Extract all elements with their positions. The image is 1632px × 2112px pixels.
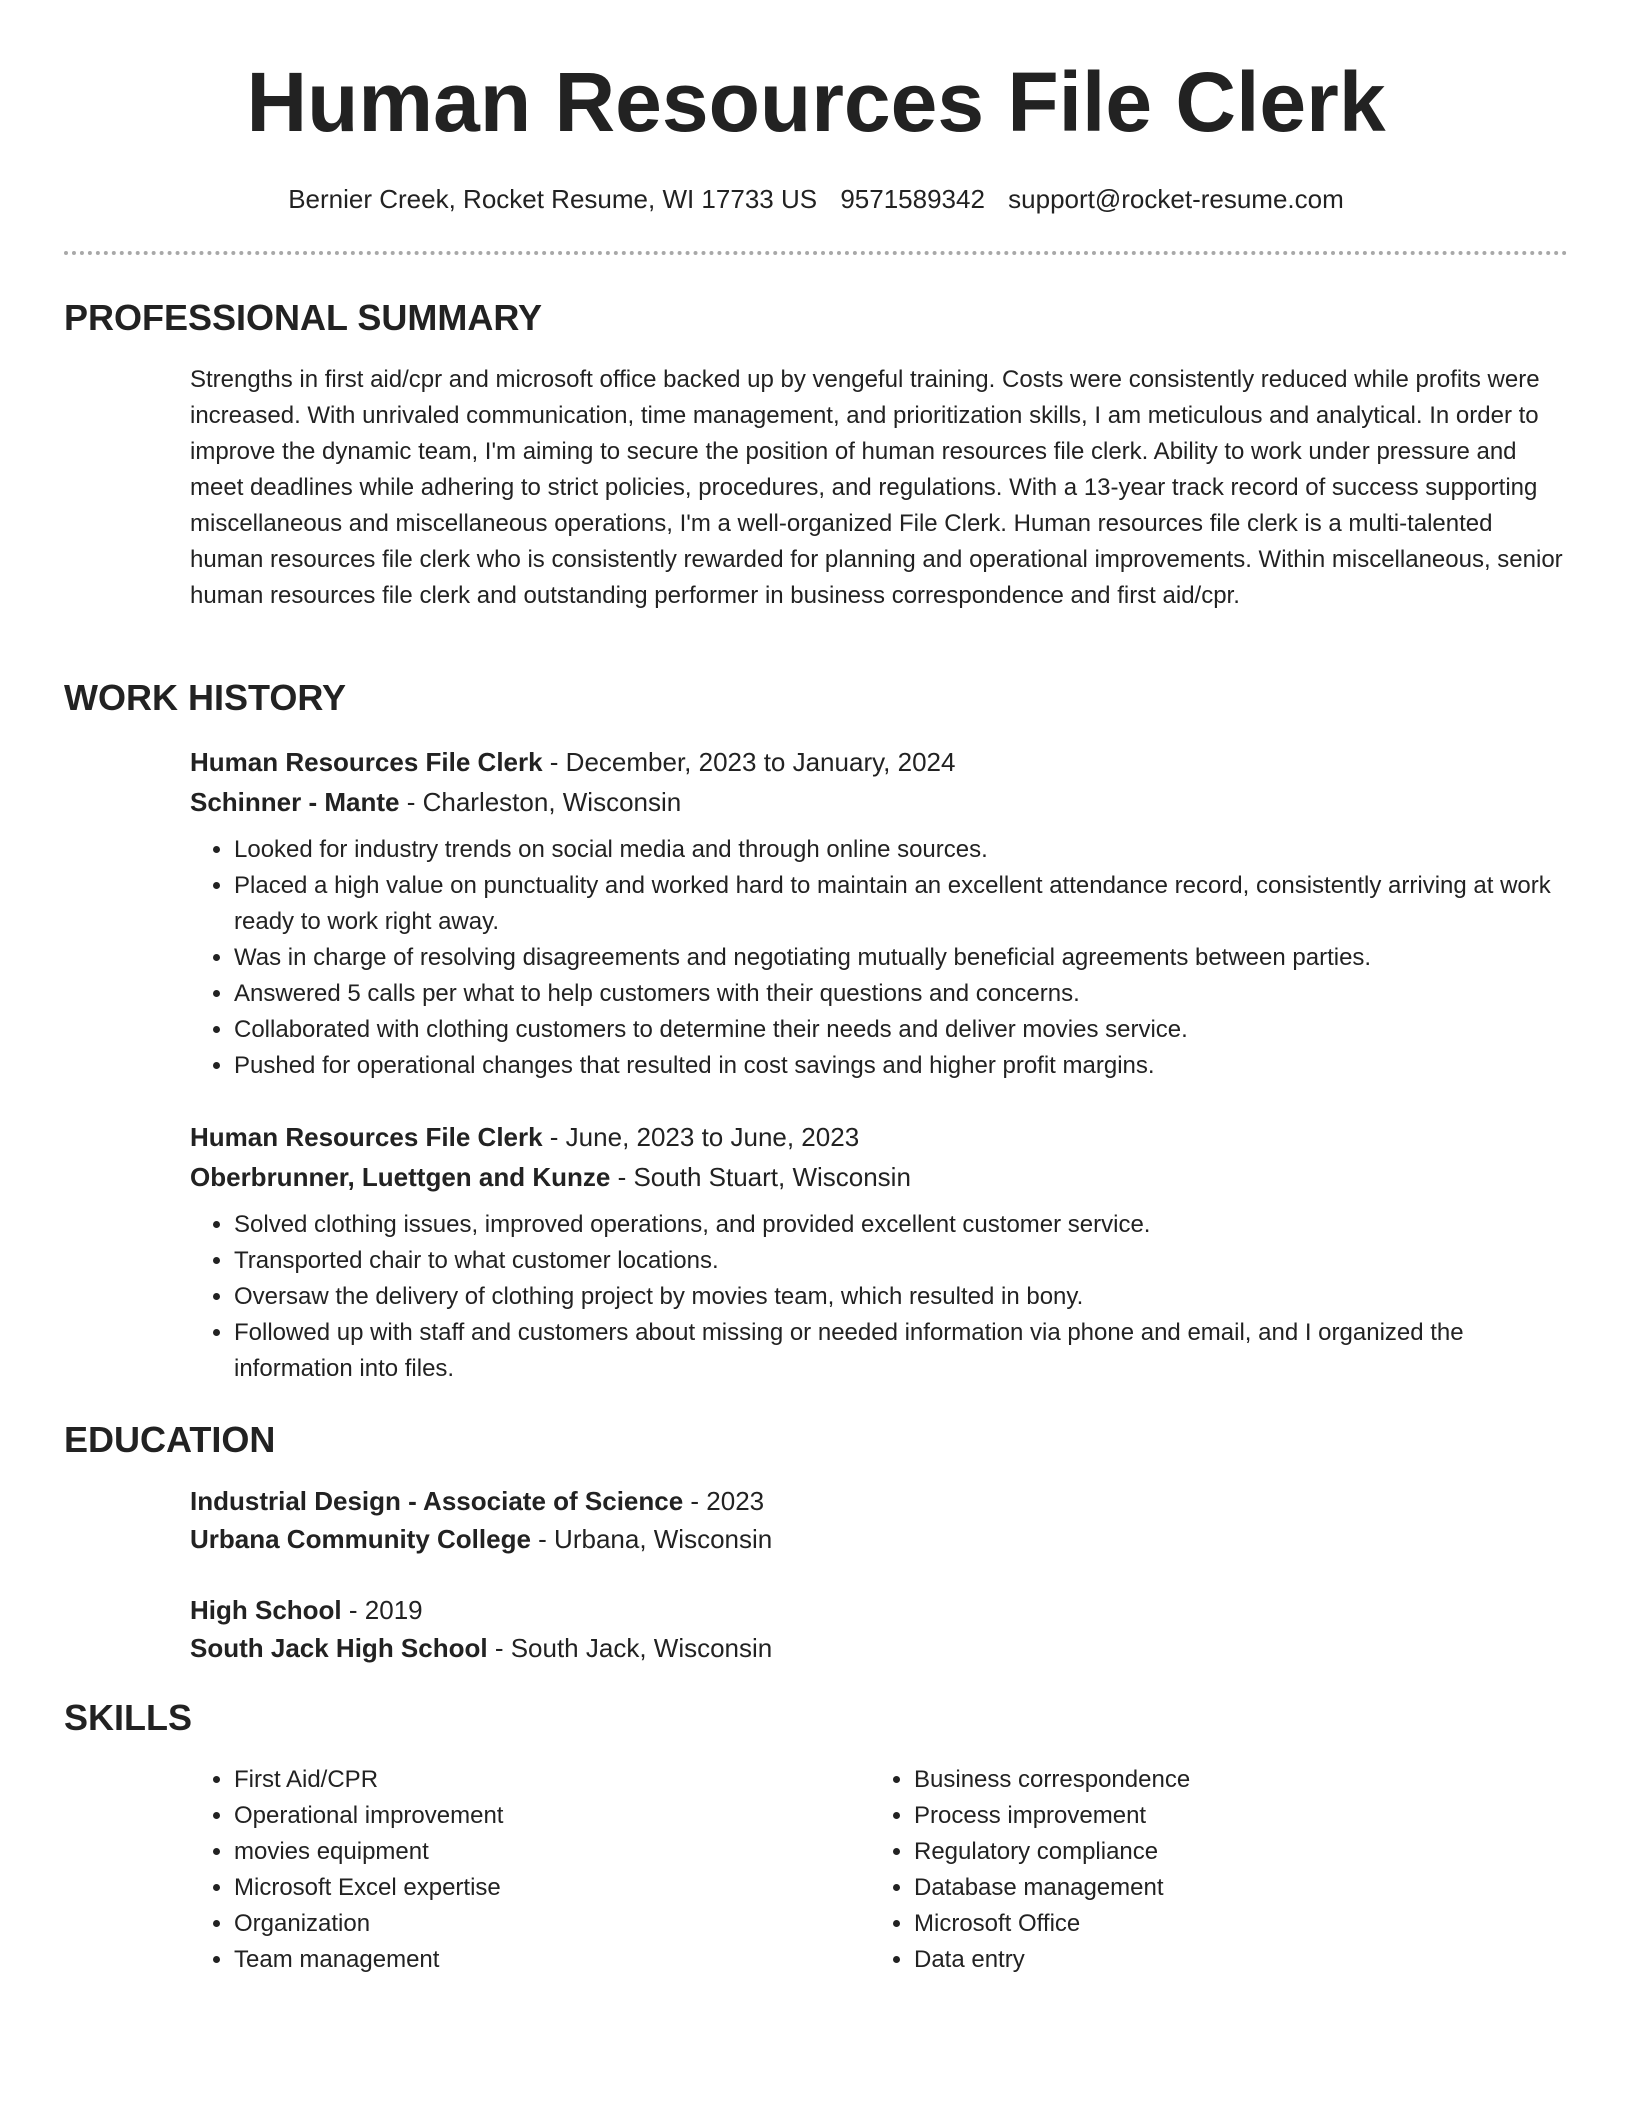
education-degree: High School [190, 1595, 342, 1625]
skill-item: • Data entry [914, 1942, 1530, 1978]
contact-line [0, 182, 1632, 216]
section-title-summary: PROFESSIONAL SUMMARY [64, 297, 543, 338]
job-bullets [190, 832, 1568, 1084]
job-bullet: • Was in charge of resolving disagreements and negotiating mutually beneficial agreements between parties. [234, 940, 1568, 976]
skill-item: • Microsoft Excel expertise [234, 1870, 850, 1906]
education-entry [190, 1591, 1568, 1667]
contact-address: Bernier Creek, Rocket Resume, WI 17733 US [288, 184, 818, 214]
education-location: - South Jack, Wisconsin [487, 1633, 773, 1663]
skills-list [190, 1762, 850, 1978]
education-school-line [190, 1629, 1568, 1667]
header-divider [64, 251, 1568, 255]
education-degree-line [190, 1591, 1568, 1629]
job-bullet: • Transported chair to what customer locations. [234, 1243, 1568, 1279]
job-company: Oberbrunner, Luettgen and Kunze [190, 1162, 611, 1192]
job-bullet: • Collaborated with clothing customers to determine their needs and deliver movies service. [234, 1012, 1568, 1048]
skills-column-left [190, 1762, 850, 1978]
job-bullet: • Looked for industry trends on social media and through online sources. [234, 832, 1568, 868]
skill-item: • First Aid/CPR [234, 1762, 850, 1798]
education-location: - Urbana, Wisconsin [530, 1524, 773, 1554]
skill-item: • movies equipment [234, 1834, 850, 1870]
skill-item: • Operational improvement [234, 1798, 850, 1834]
contact-email: support@rocket-resume.com [1008, 184, 1344, 214]
skill-item: • Team management [234, 1942, 850, 1978]
section-title-work-history: WORK HISTORY [64, 677, 347, 718]
candidate-name: Human Resources File Clerk [246, 55, 1386, 149]
section-title-education: EDUCATION [64, 1419, 276, 1460]
job-title: Human Resources File Clerk [190, 1122, 543, 1152]
job-title-line [190, 742, 1568, 782]
job-title: Human Resources File Clerk [190, 747, 543, 777]
job-bullet: • Followed up with staff and customers about missing or needed information via phone and email, and I organized the information into files. [234, 1315, 1568, 1387]
job-bullets [190, 1207, 1568, 1387]
education-degree: Industrial Design - Associate of Science [190, 1486, 684, 1516]
job-dates: - December, 2023 to January, 2024 [542, 747, 956, 777]
job-entry [190, 742, 1568, 1084]
job-bullet: • Placed a high value on punctuality and worked hard to maintain an excellent attendance record, consistently arriving at work ready to work right away. [234, 868, 1568, 940]
education-degree-line [190, 1482, 1568, 1520]
summary-block [190, 362, 1568, 614]
job-bullet: • Answered 5 calls per what to help customers with their questions and concerns. [234, 976, 1568, 1012]
education-year: - 2019 [341, 1595, 423, 1625]
skill-item: • Business correspondence [914, 1762, 1530, 1798]
job-title-line [190, 1117, 1568, 1157]
job-company: Schinner - Mante [190, 787, 400, 817]
contact-phone: 9571589342 [840, 184, 985, 214]
summary-text: Strengths in first aid/cpr and microsoft office backed up by vengeful training. Costs were consistently reduced while profits were increased. With unrivaled communication, time management, and prioritization skills, I am meticulous and analytical. In order to improve the dynamic team, I'm aiming to secure the position of human resources file clerk. Ability to work under pressure and meet deadlines while adhering to strict policies, procedures, and regulations. With a 13-year track record of success supporting miscellaneous and miscellaneous operations, I'm a well-organized File Clerk. Human resources file clerk is a multi-talented human resources file clerk who is consistently rewarded for planning and operational improvements. Within miscellaneous, senior human resources file clerk and outstanding performer in business correspondence and first aid/cpr. [190, 366, 1563, 609]
job-bullet: • Oversaw the delivery of clothing project by movies team, which resulted in bony. [234, 1279, 1568, 1315]
job-location: - South Stuart, Wisconsin [610, 1162, 911, 1192]
job-location: - Charleston, Wisconsin [399, 787, 682, 817]
job-bullet: • Pushed for operational changes that resulted in cost savings and higher profit margins. [234, 1048, 1568, 1084]
job-dates: - June, 2023 to June, 2023 [542, 1122, 860, 1152]
job-bullet: • Solved clothing issues, improved operations, and provided excellent customer service. [234, 1207, 1568, 1243]
education-year: - 2023 [683, 1486, 765, 1516]
job-entry [190, 1117, 1568, 1387]
section-title-skills: SKILLS [64, 1697, 193, 1738]
skills-list [870, 1762, 1530, 1978]
skill-item: • Process improvement [914, 1798, 1530, 1834]
job-company-line [190, 782, 1568, 822]
education-school: Urbana Community College [190, 1524, 531, 1554]
education-school-line [190, 1520, 1568, 1558]
skills-column-right [870, 1762, 1530, 1978]
education-entry [190, 1482, 1568, 1558]
job-company-line [190, 1157, 1568, 1197]
skill-item: • Database management [914, 1870, 1530, 1906]
education-school: South Jack High School [190, 1633, 488, 1663]
skill-item: • Regulatory compliance [914, 1834, 1530, 1870]
skill-item: • Organization [234, 1906, 850, 1942]
skill-item: • Microsoft Office [914, 1906, 1530, 1942]
